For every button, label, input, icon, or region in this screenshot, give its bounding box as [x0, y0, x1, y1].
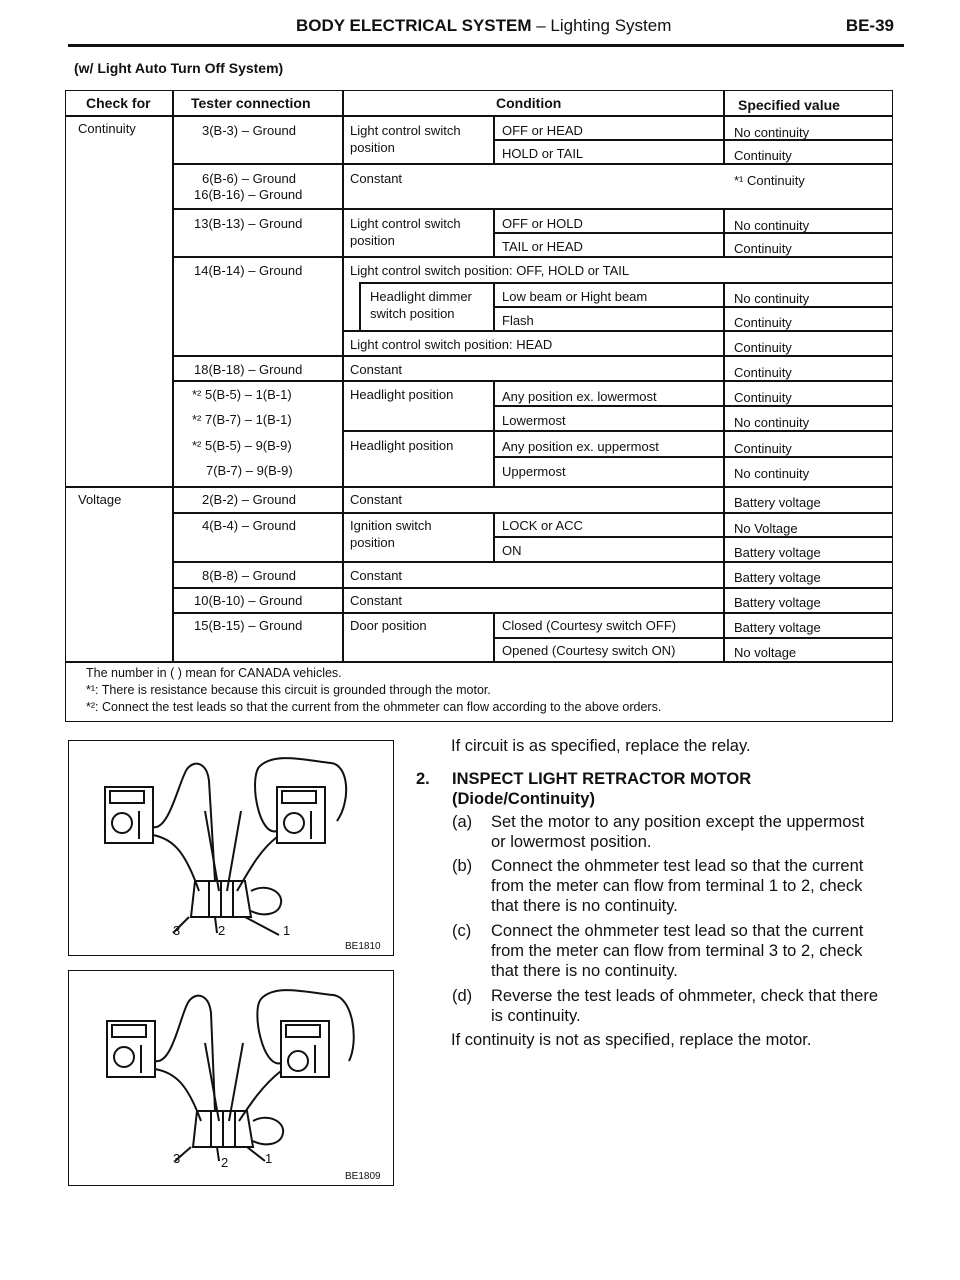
header-tester-connection: Tester connection — [191, 95, 311, 111]
cond-lcs-head: Light control switch position: HEAD — [350, 337, 553, 352]
cond-closed: Closed (Courtesy switch OFF) — [502, 618, 677, 633]
spec-r4b: Continuity — [734, 315, 792, 330]
spec-r14a: Battery voltage — [734, 620, 821, 635]
cond-lock-acc: LOCK or ACC — [502, 518, 583, 533]
cond-constant-r13: Constant — [350, 593, 403, 608]
cond-hold-or-tail: HOLD or TAIL — [502, 146, 584, 161]
cond-lcs-off-hold-tail: Light control switch position: OFF, HOLD or TAIL — [350, 263, 630, 278]
cond-dimmer-2: switch position — [370, 306, 455, 321]
header-specified-value: Specified value — [738, 97, 840, 113]
cond-any-ex-uppermost: Any position ex. uppermost — [502, 439, 659, 454]
ohmmeter-motor-diagram-1 — [69, 741, 395, 957]
spec-r5: Continuity — [734, 365, 792, 380]
terminal-1-label: 1 — [265, 1151, 273, 1166]
cond-low-high: Low beam or Hight beam — [502, 289, 648, 304]
substep-c-line1: Connect the ohmmeter test lead so that the current — [491, 922, 864, 940]
step-number: 2. — [416, 770, 430, 788]
cond-flash: Flash — [502, 313, 534, 328]
inspection-table — [65, 90, 893, 722]
cond-off-or-head: OFF or HEAD — [502, 123, 583, 138]
terminal-3-label: 3 — [173, 923, 181, 938]
figure-be1810 — [68, 740, 394, 956]
spec-r12: Battery voltage — [734, 570, 821, 585]
substep-b-line1: Connect the ohmmeter test lead so that the current — [491, 857, 864, 875]
cond-headlight-pos-1: Headlight position — [350, 387, 454, 402]
substep-c-line2: from the meter can flow from terminal 3 to 2, check — [491, 942, 863, 960]
substep-c-line3: that there is no continuity. — [491, 962, 678, 980]
tester-r2b: 16(B-16) – Ground — [194, 187, 303, 202]
spec-r4c: Continuity — [734, 340, 792, 355]
header-check-for: Check for — [86, 95, 151, 111]
tester-r4: 14(B-14) – Ground — [194, 263, 303, 278]
tester-r9: 7(B-7) – 9(B-9) — [206, 463, 293, 478]
spec-r2: *¹ Continuity — [734, 173, 805, 188]
tester-r1: 3(B-3) – Ground — [202, 123, 296, 138]
cond-lcs-3: Light control switch — [350, 216, 461, 231]
page-number: BE-39 — [845, 16, 894, 35]
spec-r13: Battery voltage — [734, 595, 821, 610]
cond-on: ON — [502, 543, 522, 558]
header-condition: Condition — [496, 95, 562, 111]
cond-constant-r12: Constant — [350, 568, 403, 583]
cond-ign-1: Ignition switch — [350, 518, 432, 533]
spec-r14b: No voltage — [734, 645, 797, 660]
substep-a-label: (a) — [452, 813, 473, 831]
figure-code: BE1809 — [345, 1171, 381, 1182]
cond-off-or-hold: OFF or HOLD — [502, 216, 583, 231]
cond-any-ex-lowermost: Any position ex. lowermost — [502, 389, 657, 404]
cond-lcs-1b: position — [350, 140, 395, 155]
terminal-3-label: 3 — [173, 1151, 181, 1166]
tester-r12: 8(B-8) – Ground — [202, 568, 296, 583]
note-star1: *¹: There is resistance because this circuit is grounded through the motor. — [86, 683, 491, 697]
substep-b-label: (b) — [452, 857, 473, 875]
terminal-1-label: 1 — [283, 923, 291, 938]
spec-r1a: No continuity — [734, 125, 810, 140]
section-title: BODY ELECTRICAL SYSTEM – Lighting System — [296, 16, 672, 35]
tester-r11: 4(B-4) – Ground — [202, 518, 296, 533]
tester-r14: 15(B-15) – Ground — [194, 618, 303, 633]
figure-be1809 — [68, 970, 394, 1186]
final-note: If continuity is not as specified, replace the motor. — [451, 1031, 812, 1049]
cond-constant-r10: Constant — [350, 492, 403, 507]
check-voltage: Voltage — [78, 492, 122, 507]
cond-lowermost: Lowermost — [502, 413, 566, 428]
spec-r11a: No Voltage — [734, 521, 798, 536]
terminal-2-label: 2 — [218, 923, 226, 938]
note-canada: The number in ( ) mean for CANADA vehicles. — [86, 666, 342, 680]
substep-d-label: (d) — [452, 987, 473, 1005]
substep-b-line3: that there is no continuity. — [491, 897, 678, 915]
cond-lcs-1: Light control switch — [350, 123, 461, 138]
step-title: INSPECT LIGHT RETRACTOR MOTOR — [452, 770, 752, 788]
spec-r10: Battery voltage — [734, 495, 821, 510]
substep-d-line2: is continuity. — [491, 1007, 581, 1025]
spec-r3a: No continuity — [734, 218, 810, 233]
note-star2: *²: Connect the test leads so that the current from the ohmmeter can flow according to the above orders. — [86, 700, 662, 714]
spec-r3b: Continuity — [734, 241, 792, 256]
tester-r2a: 6(B-6) – Ground — [202, 171, 296, 186]
tester-r13: 10(B-10) – Ground — [194, 593, 303, 608]
substep-a-line1: Set the motor to any position except the uppermost — [491, 813, 865, 831]
tester-r10: 2(B-2) – Ground — [202, 492, 296, 507]
ohmmeter-motor-diagram-2 — [69, 971, 395, 1187]
cond-door-position: Door position — [350, 618, 427, 633]
terminal-2-label: 2 — [221, 1155, 229, 1170]
spec-r9: No continuity — [734, 466, 810, 481]
cond-ign-2: position — [350, 535, 395, 550]
cond-lcs-3b: position — [350, 233, 395, 248]
substep-a-line2: or lowermost position. — [491, 833, 652, 851]
cond-uppermost: Uppermost — [502, 464, 566, 479]
cond-constant-r5: Constant — [350, 362, 403, 377]
substep-b-line2: from the meter can flow from terminal 1 to 2, check — [491, 877, 863, 895]
substep-d-line1: Reverse the test leads of ohmmeter, check that there — [491, 987, 879, 1005]
subheading: (w/ Light Auto Turn Off System) — [74, 60, 284, 76]
spec-r7: No continuity — [734, 415, 810, 430]
cond-dimmer-1: Headlight dimmer — [370, 289, 472, 304]
tester-r6: *² 5(B-5) – 1(B-1) — [192, 387, 292, 402]
spec-r4a: No continuity — [734, 291, 810, 306]
tester-r3: 13(B-13) – Ground — [194, 216, 303, 231]
spec-r1b: Continuity — [734, 148, 792, 163]
figure-code: BE1810 — [345, 941, 381, 952]
relay-note: If circuit is as specified, replace the relay. — [451, 737, 751, 755]
tester-r8: *² 5(B-5) – 9(B-9) — [192, 438, 292, 453]
tester-r5: 18(B-18) – Ground — [194, 362, 303, 377]
cond-opened: Opened (Courtesy switch ON) — [502, 643, 676, 658]
cond-constant-r2: Constant — [350, 171, 403, 186]
spec-r6: Continuity — [734, 390, 792, 405]
tester-r7: *² 7(B-7) – 1(B-1) — [192, 412, 292, 427]
page-header — [68, 10, 904, 47]
check-continuity: Continuity — [78, 121, 136, 136]
cond-headlight-pos-2: Headlight position — [350, 438, 454, 453]
cond-tail-or-head: TAIL or HEAD — [502, 239, 583, 254]
substep-c-label: (c) — [452, 922, 472, 940]
spec-r8: Continuity — [734, 441, 792, 456]
step-subtitle: (Diode/Continuity) — [452, 790, 595, 808]
spec-r11b: Battery voltage — [734, 545, 821, 560]
